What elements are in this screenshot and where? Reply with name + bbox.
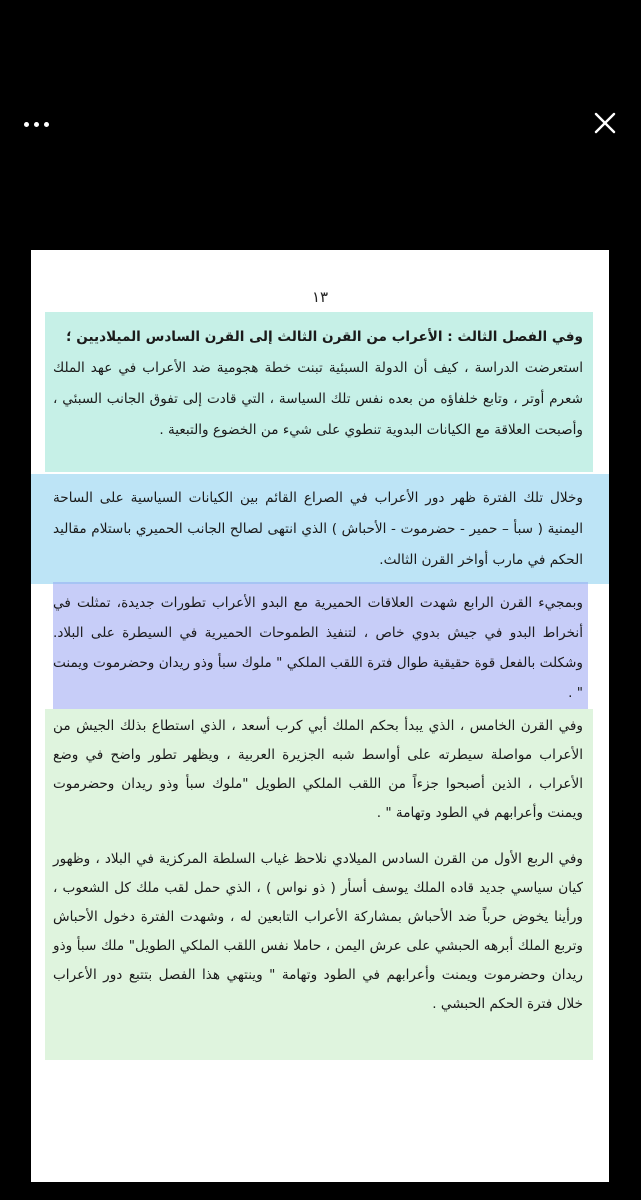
viewer-top-bar xyxy=(0,0,641,250)
more-horizontal-icon-dot xyxy=(44,122,49,127)
paragraph-sixth-century: وفي الربع الأول من القرن السادس الميلادي نلاحظ غياب السلطة المركزية في البلاد ، وظهور كيان سياسي جديد قاده الملك يوسف أسأر ( ذو نواس ) ، الذي حمل لقب ملك كل الشعوب ، ورأينا يخوض حرباً ضد الأحباش بمشاركة الأعراب التابعين له ، وشهدت الفترة دخول الأحباش وتربع الملك أبرهه الحبشي على عرش اليمن ، حاملا نفس اللقب الملكي الطويل" ملك سبأ وذو ريدان وحضرموت ويمنت وأعرابهم في الطود وتهامة " وينتهي هذا الفصل بتتبع دور الأعراب خلال فترة الحكم الحبشي . xyxy=(53,851,583,1012)
paragraph-text: استعرضت الدراسة ، كيف أن الدولة السبئية تبنت خطة هجومية ضد الأعراب في عهد الملك شعرم أوتر ، وتابع خلفاؤه من بعده نفس تلك السياسة ، التي قادت إلى تفوق الجانب السبئي ، وأصبحت العلاقة مع الكيانات البدوية تنطوي على شيء من الخضوع والتبعية . xyxy=(53,360,583,438)
document-page[interactable] xyxy=(31,250,609,1182)
more-horizontal-icon xyxy=(24,122,29,127)
paragraph-fifth-century: وفي القرن الخامس ، الذي يبدأ بحكم الملك أبي كرب أسعد ، الذي استطاع بذلك الجيش من الأعراب مواصلة سيطرته على أواسط شبه الجزيرة العربية ، ويظهر تطور واضح في وضع الأعراب ، الذين أصبحوا جزءاً من اللقب الملكي الطويل "ملوك سبأ وذو ريدان وحضرموت ويمنت وأعرابهم في الطود وتهامة " . xyxy=(53,718,583,821)
more-horizontal-icon-dot xyxy=(34,122,39,127)
paragraph-third-century: وخلال تلك الفترة ظهر دور الأعراب في الصراع القائم بين الكيانات السياسية على الساحة اليمنية ( سبأ – حمير - حضرموت - الأحباش ) الذي انتهى لصالح الجانب الحميري باستلام مقاليد الحكم في مارب أواخر القرن الثالث. xyxy=(53,490,583,568)
chapter-heading: وفي الفصل الثالث : الأعراب من القرن الثالث إلى القرن السادس الميلاديين ؛ xyxy=(66,329,583,345)
close-button[interactable] xyxy=(588,106,622,140)
more-options-button[interactable] xyxy=(16,104,56,144)
paragraph-fourth-century: وبمجيء القرن الرابع شهدت العلاقات الحميرية مع البدو الأعراب تطورات جديدة، تمثلت في أنخراط البدو في جيش بدوي خاص ، لتنفيذ الطموحات الحميرية في السيطرة على البلاد. وشكلت بالفعل قوة حقيقية طوال فترة اللقب الملكي " ملوك سبأ وذو ريدان وحضرموت ويمنت " . xyxy=(53,595,583,701)
close-icon xyxy=(588,106,622,140)
page-number: ١٣ xyxy=(311,288,329,306)
paragraph-chapter-three xyxy=(53,322,583,446)
